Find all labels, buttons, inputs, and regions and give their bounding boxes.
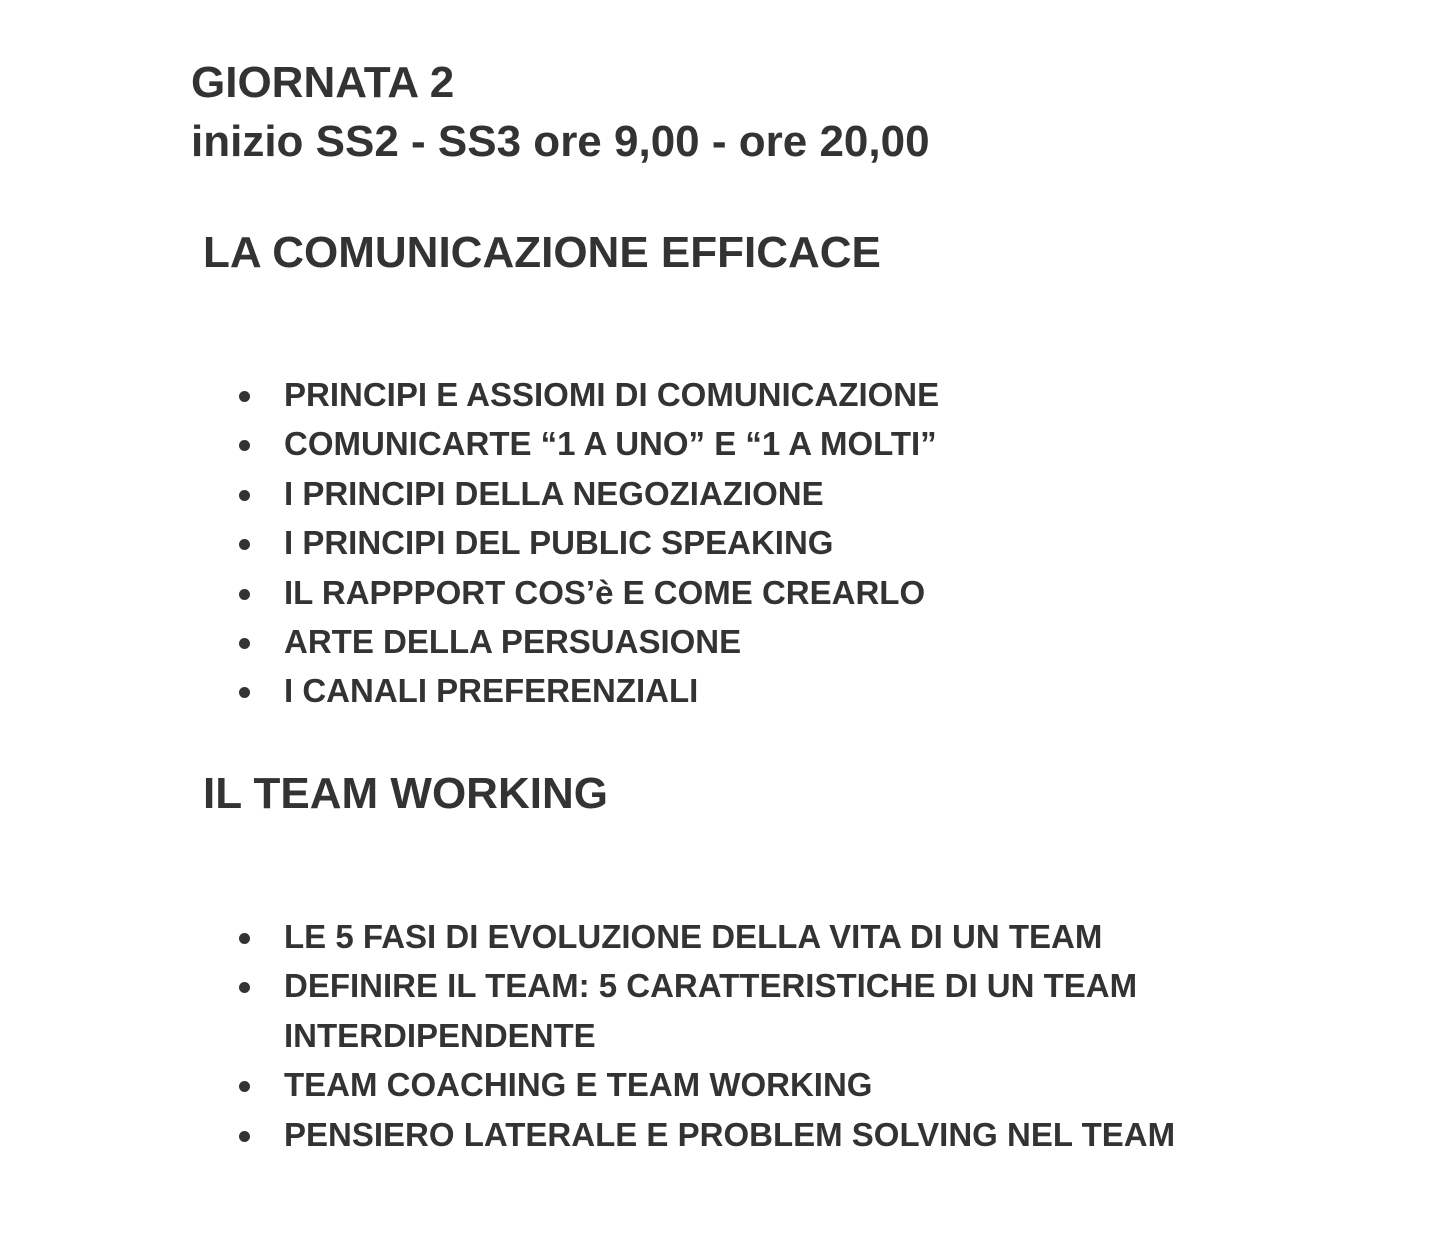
topic-list-comunicazione [0,370,1456,716]
list-item-text: I CANALI PREFERENZIALI [284,672,699,710]
bullet-icon [239,539,250,550]
topic-list-team-working [0,912,1456,1159]
list-item-text: TEAM COACHING E TEAM WORKING [284,1066,873,1104]
list-item-text: I PRINCIPI DEL PUBLIC SPEAKING [284,524,834,562]
list-item-text: PENSIERO LATERALE E PROBLEM SOLVING NEL TEAM [284,1115,1176,1153]
bullet-icon [239,933,250,944]
list-item [0,912,1244,961]
bullet-icon [239,440,250,451]
list-item [0,568,1244,617]
day-heading: GIORNATA 2 [191,58,455,107]
list-item-text: I PRINCIPI DELLA NEGOZIAZIONE [284,474,824,512]
bullet-icon [239,589,250,600]
bullet-icon [239,638,250,649]
list-item [0,1060,1244,1109]
list-item [0,666,1244,715]
list-item-text: IL RAPPPORT COS’è E COME CREARLO [284,573,926,611]
bullet-icon [239,1131,250,1142]
list-item-text: ARTE DELLA PERSUASIONE [284,623,742,661]
bullet-icon [239,490,250,501]
list-item [0,370,1244,419]
list-item-text: DEFINIRE IL TEAM: 5 CARATTERISTICHE DI UN TEAM INTERDIPENDENTE [284,967,1138,1054]
list-item-text: COMUNICARTE “1 A UNO” E “1 A MOLTI” [284,425,937,463]
list-item [0,419,1244,468]
bullet-icon [239,982,250,993]
bullet-icon [239,1081,250,1092]
list-item [0,617,1244,666]
bullet-icon [239,687,250,698]
list-item [0,469,1244,518]
schedule-heading: inizio SS2 - SS3 ore 9,00 - ore 20,00 [191,117,930,166]
section-title-team-working: IL TEAM WORKING [203,769,608,818]
list-item [0,518,1244,567]
section-title-comunicazione: LA COMUNICAZIONE EFFICACE [203,228,881,277]
list-item [0,1110,1244,1159]
list-item-text: PRINCIPI E ASSIOMI DI COMUNICAZIONE [284,376,940,413]
list-item [0,961,1244,1060]
bullet-icon [239,391,250,402]
list-item-text: LE 5 FASI DI EVOLUZIONE DELLA VITA DI UN TEAM [284,918,1103,955]
